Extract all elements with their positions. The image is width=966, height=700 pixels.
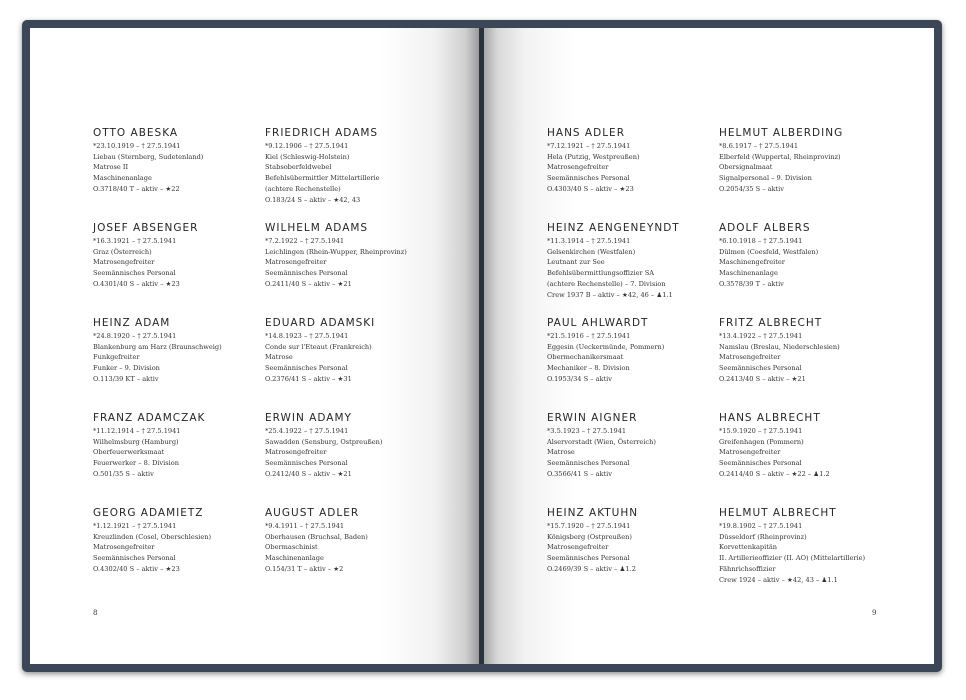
entry-name: ADOLF ALBERS [719, 222, 811, 234]
entry-name: HEINZ ADAM [93, 317, 171, 329]
entry-detail-line: Seemännisches Personal [93, 554, 176, 563]
entry-detail-line: O.2411/40 S – aktiv – ★21 [265, 279, 352, 288]
entry-detail-line: Funker – 9. Division [93, 364, 160, 373]
entry-detail-line: *3.5.1923 – † 27.5.1941 [547, 427, 627, 435]
entry-detail-line: Matrose II [93, 163, 129, 172]
memorial-entry [93, 412, 263, 480]
page-number-right: 9 [872, 609, 877, 617]
entry-detail-line: Oberhausen (Bruchsal, Baden) [265, 532, 368, 541]
entry-name: HANS ADLER [547, 127, 625, 139]
book [22, 20, 942, 672]
memorial-entry [265, 127, 435, 205]
entry-detail-line: O.183/24 S – aktiv – ★42, 43 [265, 195, 361, 204]
entry-name: HEINZ AKTUHN [547, 507, 639, 519]
memorial-entry [93, 127, 263, 195]
entry-detail-line: Maschinenanlage [265, 554, 324, 563]
entry-detail-line: *23.10.1919 – † 27.5.1941 [93, 142, 181, 150]
entry-detail-line: *7.2.1922 – † 27.5.1941 [265, 237, 345, 245]
entry-detail-line: (achtere Rechenstelle) [265, 184, 341, 193]
entry-detail-line: Gelsenkirchen (Westfalen) [547, 247, 636, 256]
entry-detail-line: Eggesin (Ueckermünde, Pommern) [547, 342, 665, 351]
entry-detail-line: Seemännisches Personal [719, 364, 802, 373]
entry-detail-line: Kiel (Schleswig-Holstein) [265, 152, 350, 161]
entry-name: ERWIN AIGNER [547, 412, 638, 424]
memorial-entry [719, 412, 889, 480]
entry-detail-line: O.2469/39 S – aktiv – ♟1.2 [547, 564, 636, 573]
entry-detail-line: *8.6.1917 – † 27.5.1941 [719, 142, 799, 150]
entry-name: EDUARD ADAMSKI [265, 317, 376, 329]
entry-detail-line: Alservorstadt (Wien, Österreich) [547, 437, 656, 446]
entry-detail-line: Seemännisches Personal [265, 269, 348, 278]
entry-detail-line: Düsseldorf (Rheinprovinz) [719, 532, 807, 541]
memorial-entry [547, 222, 717, 300]
memorial-entry [719, 127, 889, 195]
entry-name: GEORG ADAMIETZ [93, 507, 204, 519]
entry-detail-line: O.1953/34 S – aktiv [547, 374, 613, 383]
entry-detail-line: Matrose [265, 353, 293, 362]
entry-detail-line: Maschinenanlage [719, 269, 778, 278]
entry-detail-line: *9.12.1906 – † 27.5.1941 [265, 142, 349, 150]
entry-detail-line: Conde sur l'Eteaut (Frankreich) [265, 342, 372, 351]
entry-detail-line: *11.12.1914 – † 27.5.1941 [93, 427, 181, 435]
entry-name: AUGUST ADLER [265, 507, 360, 519]
entry-detail-line: O.3718/40 T – aktiv – ★22 [93, 184, 180, 193]
entry-detail-line: Matrosengefreiter [93, 543, 155, 552]
memorial-entry [93, 222, 263, 290]
entry-name: PAUL AHLWARDT [547, 317, 649, 329]
entry-detail-line: Feuerwerker – 8. Division [93, 459, 179, 468]
entry-detail-line: *16.3.1921 – † 27.5.1941 [93, 237, 177, 245]
entry-detail-line: Wilhelmsburg (Hamburg) [93, 437, 179, 446]
memorial-entry [547, 507, 717, 575]
entry-detail-line: O.3578/39 T – aktiv [719, 279, 784, 288]
entry-detail-line: Liebau (Sternberg, Sudetenland) [93, 152, 204, 161]
entry-detail-line: O.2412/40 S – aktiv – ★21 [265, 469, 352, 478]
entry-detail-line: Matrosengefreiter [547, 543, 609, 552]
entry-detail-line: O.2054/35 S – aktiv [719, 184, 785, 193]
entry-detail-line: *14.8.1923 – † 27.5.1941 [265, 332, 349, 340]
entry-detail-line: *21.5.1916 – † 27.5.1941 [547, 332, 631, 340]
entry-detail-line: Crew 1924 – aktiv – ★42, 43 – ♟1.1 [719, 575, 838, 584]
entry-detail-line: O.4301/40 S – aktiv – ★23 [93, 279, 180, 288]
entry-detail-line: Korvettenkapitän [719, 543, 778, 552]
entry-detail-line: Blankenburg am Harz (Braunschweig) [93, 342, 222, 351]
entry-detail-line: Matrosengefreiter [719, 353, 781, 362]
memorial-entry [265, 222, 435, 290]
entry-detail-line: Seemännisches Personal [265, 364, 348, 373]
entry-detail-line: Greifenhagen (Pommern) [719, 437, 804, 446]
entry-detail-line: *19.8.1902 – † 27.5.1941 [719, 522, 803, 530]
entry-detail-line: O.154/31 T – aktiv – ★2 [265, 564, 344, 573]
entry-detail-line: Obersignalmaat [719, 163, 773, 172]
entry-detail-line: Elberfeld (Wuppertal, Rheinprovinz) [719, 152, 841, 161]
memorial-entry [547, 412, 717, 480]
entry-detail-line: O.3566/41 S – aktiv [547, 469, 613, 478]
memorial-entry [93, 507, 263, 575]
entry-detail-line: O.501/35 S – aktiv [93, 469, 154, 478]
entry-detail-line: Hela (Putzig, Westpreußen) [547, 152, 640, 161]
entry-name: WILHELM ADAMS [265, 222, 369, 234]
entry-name: HELMUT ALBERDING [719, 127, 844, 139]
entry-detail-line: Maschinengefreiter [719, 258, 785, 267]
entry-detail-line: Obermechanikersmaat [547, 353, 624, 362]
left-page [30, 28, 479, 664]
memorial-entry [719, 507, 889, 585]
entry-detail-line: O.2414/40 S – aktiv – ★22 – ♟1.2 [719, 469, 830, 478]
entry-detail-line: Seemännisches Personal [547, 459, 630, 468]
entry-detail-line: Matrosengefreiter [719, 448, 781, 457]
memorial-entry [265, 507, 435, 575]
entry-detail-line: Seemännisches Personal [547, 174, 630, 183]
entry-detail-line: Fähnrichsoffizier [719, 564, 776, 573]
entry-detail-line: *15.9.1920 – † 27.5.1941 [719, 427, 803, 435]
entry-detail-line: *13.4.1922 – † 27.5.1941 [719, 332, 803, 340]
entry-detail-line: Matrosengefreiter [547, 163, 609, 172]
entry-detail-line: Dülmen (Coesfeld, Westfalen) [719, 247, 819, 256]
entry-detail-line: Befehlsübermittler Mittelartillerie [265, 174, 380, 183]
entry-detail-line: Seemännisches Personal [93, 269, 176, 278]
entry-detail-line: Seemännisches Personal [265, 459, 348, 468]
entry-detail-line: Obermaschinist [265, 543, 318, 552]
entry-detail-line: Matrosengefreiter [265, 258, 327, 267]
entry-detail-line: Matrosengefreiter [93, 258, 155, 267]
entry-detail-line: (achtere Rechenstelle) – 7. Division [547, 279, 666, 288]
entry-detail-line: Königsberg (Ostpreußen) [547, 532, 632, 541]
entry-name: ERWIN ADAMY [265, 412, 352, 424]
entry-detail-line: O.2413/40 S – aktiv – ★21 [719, 374, 806, 383]
memorial-entry [719, 317, 889, 385]
entry-detail-line: Sawadden (Sensburg, Ostpreußen) [265, 437, 383, 446]
memorial-entry [719, 222, 889, 290]
entry-detail-line: Funkgefreiter [93, 353, 140, 362]
entry-detail-line: *9.4.1911 – † 27.5.1941 [265, 522, 345, 530]
page-number-left: 8 [93, 609, 98, 617]
entry-detail-line: Matrose [547, 448, 575, 457]
entry-detail-line: Leutnant zur See [547, 258, 605, 267]
entry-name: OTTO ABESKA [93, 127, 179, 139]
entry-detail-line: O.4303/40 S – aktiv – ★23 [547, 184, 634, 193]
memorial-entry [265, 317, 435, 385]
entry-detail-line: Leichlingen (Rhein-Wupper, Rheinprovinz) [265, 247, 407, 256]
entry-detail-line: Namslau (Breslau, Niederschlesien) [719, 342, 840, 351]
entry-detail-line: *11.3.1914 – † 27.5.1941 [547, 237, 631, 245]
entry-detail-line: Kreuzlinden (Cosel, Oberschlesien) [93, 532, 212, 541]
entry-detail-line: *24.8.1920 – † 27.5.1941 [93, 332, 177, 340]
entry-detail-line: *15.7.1920 – † 27.5.1941 [547, 522, 631, 530]
entry-name: JOSEF ABSENGER [93, 222, 199, 234]
entry-name: HELMUT ALBRECHT [719, 507, 837, 519]
entry-detail-line: II. Artillerieoffizier (II. AO) (Mittelartillerie) [719, 554, 866, 563]
entry-detail-line: Seemännisches Personal [719, 459, 802, 468]
entry-name: HANS ALBRECHT [719, 412, 821, 424]
entry-detail-line: *1.12.1921 – † 27.5.1941 [93, 522, 177, 530]
entry-detail-line: O.113/39 KT – aktiv [93, 374, 159, 383]
entry-name: FRIEDRICH ADAMS [265, 127, 379, 139]
entry-detail-line: *6.10.1918 – † 27.5.1941 [719, 237, 803, 245]
entry-detail-line: Matrosengefreiter [265, 448, 327, 457]
entry-name: FRANZ ADAMCZAK [93, 412, 206, 424]
entry-detail-line: Signalpersonal – 9. Division [719, 174, 812, 183]
entry-detail-line: Befehlsübermittlungsoffizier SA [547, 269, 654, 278]
memorial-entry [547, 317, 717, 385]
entry-detail-line: Crew 1937 B – aktiv – ★42, 46 – ♟1.1 [547, 290, 673, 299]
memorial-entry [265, 412, 435, 480]
entry-detail-line: Seemännisches Personal [547, 554, 630, 563]
entry-detail-line: Graz (Österreich) [93, 247, 152, 256]
memorial-entry [93, 317, 263, 385]
entry-detail-line: Stabsoberfeldwebel [265, 163, 332, 172]
right-page [484, 28, 934, 664]
entry-detail-line: *25.4.1922 – † 27.5.1941 [265, 427, 349, 435]
entry-detail-line: Mechaniker – 8. Division [547, 364, 630, 373]
entry-name: HEINZ AENGENEYNDT [547, 222, 680, 234]
entry-detail-line: *7.12.1921 – † 27.5.1941 [547, 142, 631, 150]
entry-detail-line: Oberfeuerwerksmaat [93, 448, 165, 457]
entry-detail-line: O.2376/41 S – aktiv – ★31 [265, 374, 352, 383]
memorial-entry [547, 127, 717, 195]
entry-detail-line: Maschinenanlage [93, 174, 152, 183]
entry-name: FRITZ ALBRECHT [719, 317, 823, 329]
entry-detail-line: O.4302/40 S – aktiv – ★23 [93, 564, 180, 573]
